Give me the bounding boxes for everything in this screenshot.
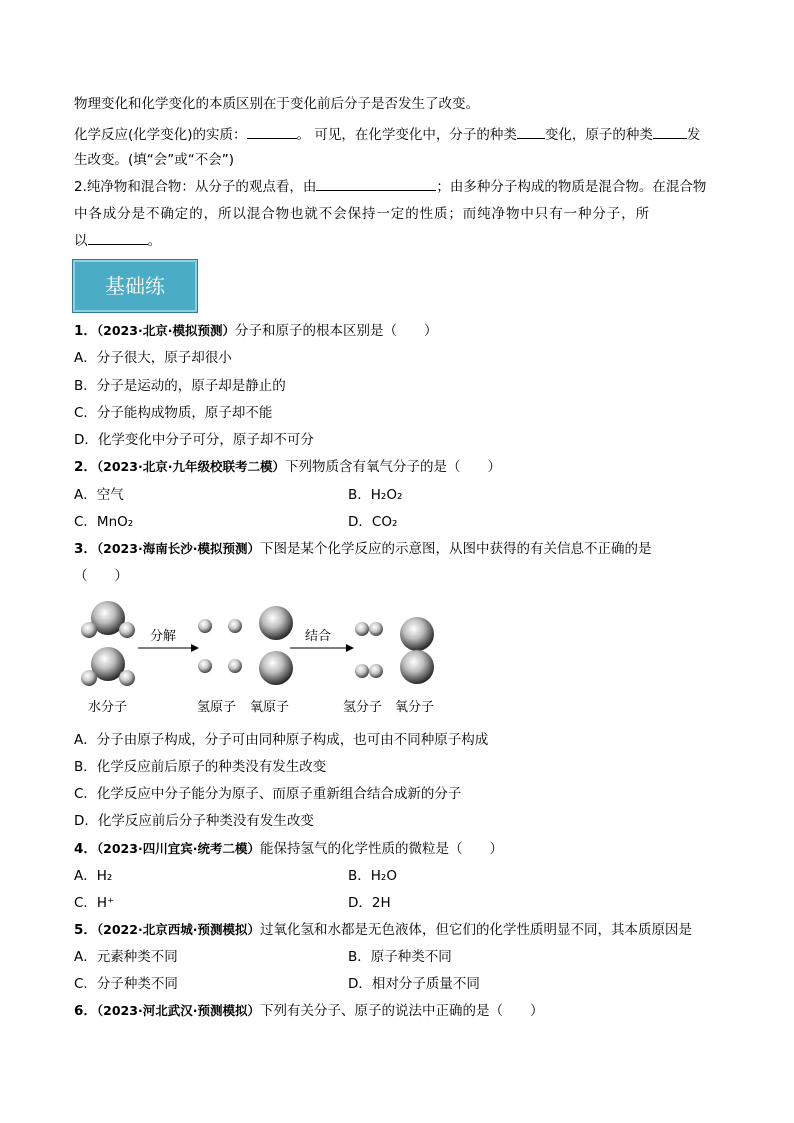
oxygen-atom — [259, 606, 293, 640]
option-4a[interactable]: A．H₂ — [74, 868, 113, 884]
option-2a[interactable]: A．空气 — [74, 487, 124, 503]
blank-reaction-essence[interactable] — [247, 125, 297, 139]
label-hydrogen-molecule: 氢分子 — [343, 700, 383, 715]
intro-line-2-b: 。 可见，在化学变化中，分子的种类 — [296, 127, 517, 143]
option-5b[interactable]: B．原子种类不同 — [348, 949, 452, 965]
intro-line-4-a: 2.纯净物和混合物：从分子的观点看，由 — [74, 179, 317, 195]
question-4 — [74, 840, 503, 858]
hydrogen-atom — [198, 619, 212, 633]
option-4b[interactable]: B．H₂O — [348, 868, 397, 884]
question-source: （2023·北京·九年级校联考二模） — [96, 459, 285, 474]
hydrogen-atom — [228, 619, 242, 633]
question-number: 2． — [74, 459, 97, 475]
question-5 — [74, 921, 692, 939]
intro-line-2-a: 化学反应(化学变化)的实质： — [74, 127, 247, 143]
question-number: 4． — [74, 841, 97, 857]
option-1c[interactable]: C．分子能构成物质，原子却不能 — [74, 405, 273, 421]
option-3d[interactable]: D．化学反应前后分子种类没有发生改变 — [74, 813, 314, 829]
hydrogen-molecule — [355, 664, 383, 678]
intro-line-4 — [74, 177, 706, 196]
option-3b[interactable]: B．化学反应前后原子的种类没有发生改变 — [74, 759, 327, 775]
oxygen-molecule — [400, 617, 434, 684]
question-number: 1． — [74, 323, 97, 339]
option-3c[interactable]: C．化学反应中分子能分为原子、而原子重新组合结合成新的分子 — [74, 786, 462, 802]
option-5c[interactable]: C．分子种类不同 — [74, 976, 178, 992]
intro-line-5: 中各成分是不确定的，所以混合物也就不会保持一定的性质；而纯净物中只有一种分子，所 — [74, 206, 650, 222]
label-water-molecule: 水分子 — [88, 700, 128, 715]
water-molecule — [81, 647, 135, 686]
intro-line-3: 生改变。(填“会”或“不会”) — [74, 152, 235, 168]
option-1b[interactable]: B．分子是运动的，原子却是静止的 — [74, 378, 286, 394]
question-number: 5． — [74, 922, 97, 938]
question-number: 3． — [74, 541, 97, 557]
intro-line-1: 物理变化和化学变化的本质区别在于变化前后分子是否发生了改变。 — [74, 96, 479, 112]
intro-line-2 — [74, 125, 700, 144]
question-stem: 过氧化氢和水都是无色液体，但它们的化学性质明显不同，其本质原因是 — [259, 922, 692, 938]
combine-label: 结合 — [305, 629, 332, 644]
option-2c[interactable]: C．MnO₂ — [74, 514, 134, 530]
question-source: （2022·北京西城·预测模拟） — [96, 922, 260, 937]
intro-line-2-c: 变化，原子的种类 — [544, 127, 653, 143]
question-source: （2023·北京·模拟预测） — [96, 323, 235, 338]
option-2d[interactable]: D．CO₂ — [348, 514, 398, 530]
section-title-badge: 基础练 — [72, 259, 198, 313]
option-1a[interactable]: A．分子很大，原子却很小 — [74, 350, 232, 366]
label-hydrogen-atom: 氢原子 — [197, 700, 237, 715]
option-2b[interactable]: B．H₂O₂ — [348, 487, 403, 503]
hydrogen-atom — [198, 659, 212, 673]
question-3-bracket: （ ） — [74, 568, 128, 584]
label-oxygen-atom: 氧原子 — [250, 700, 290, 715]
hydrogen-molecule — [355, 622, 383, 636]
question-6 — [74, 1002, 543, 1020]
hydrogen-atom — [228, 659, 242, 673]
intro-line-6 — [74, 231, 161, 250]
option-1d[interactable]: D．化学变化中分子可分，原子却不可分 — [74, 432, 314, 448]
question-stem: 能保持氢气的化学性质的微粒是（ ） — [259, 841, 503, 857]
question-stem: 下列有关分子、原子的说法中正确的是（ ） — [259, 1003, 544, 1019]
question-source: （2023·海南长沙·模拟预测） — [96, 541, 260, 556]
question-source: （2023·四川宜宾·统考二模） — [96, 841, 260, 856]
option-5d[interactable]: D．相对分子质量不同 — [348, 976, 480, 992]
intro-line-2-d: 发 — [686, 127, 701, 143]
blank-pure-property[interactable] — [88, 231, 148, 245]
reaction-diagram — [60, 592, 460, 720]
intro-line-4-b: ；由多种分子构成的物质是混合物。在混合物 — [436, 179, 707, 195]
oxygen-atom — [259, 651, 293, 685]
option-3a[interactable]: A．分子由原子构成，分子可由同种原子构成，也可由不同种原子构成 — [74, 732, 489, 748]
question-3 — [74, 540, 651, 558]
question-stem: 下图是某个化学反应的示意图，从图中获得的有关信息不正确的是 — [259, 541, 652, 557]
blank-pure-substance[interactable] — [316, 177, 436, 191]
intro-line-6-b: 。 — [147, 233, 161, 249]
question-stem: 下列物质含有氧气分子的是（ ） — [284, 459, 501, 475]
blank-atom-change[interactable] — [653, 125, 687, 139]
question-stem: 分子和原子的根本区别是（ ） — [234, 323, 438, 339]
question-1 — [74, 322, 437, 340]
blank-molecule-change[interactable] — [517, 125, 545, 139]
question-source: （2023·河北武汉·预测模拟） — [96, 1003, 260, 1018]
question-2 — [74, 458, 501, 476]
decompose-label: 分解 — [150, 629, 177, 644]
water-molecule — [81, 601, 135, 638]
option-4c[interactable]: C．H⁺ — [74, 895, 115, 911]
option-4d[interactable]: D．2H — [348, 895, 391, 911]
option-5a[interactable]: A．元素种类不同 — [74, 949, 178, 965]
question-number: 6． — [74, 1003, 97, 1019]
intro-line-6-a: 以 — [74, 233, 88, 249]
label-oxygen-molecule: 氧分子 — [395, 700, 435, 715]
